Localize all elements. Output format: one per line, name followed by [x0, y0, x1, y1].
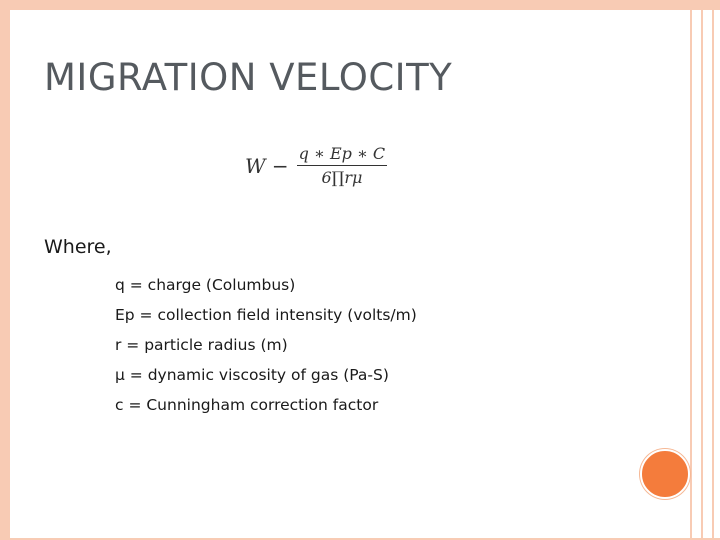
- decorative-circle: [640, 449, 690, 499]
- right-border-line-3: [712, 0, 714, 540]
- where-label: Where,: [44, 236, 112, 258]
- definition-item: r = particle radius (m): [115, 336, 288, 354]
- formula-fraction: [297, 144, 388, 187]
- right-border-line-1: [690, 0, 692, 540]
- definition-item: c = Cunningham correction factor: [115, 396, 379, 414]
- slide-title: MIGRATION VELOCITY: [44, 56, 453, 99]
- formula-lhs: W −: [245, 153, 289, 178]
- migration-velocity-formula: [245, 144, 387, 187]
- definition-item: μ = dynamic viscosity of gas (Pa-S): [115, 366, 389, 384]
- formula-numerator: q ∗ Ep ∗ C: [298, 144, 386, 163]
- right-border-line-2: [701, 0, 703, 540]
- formula-denominator: 6∏rμ: [321, 168, 363, 187]
- definition-item: q = charge (Columbus): [115, 276, 296, 294]
- definitions-list: [115, 270, 417, 420]
- definition-item: Ep = collection field intensity (volts/m): [115, 306, 417, 324]
- slide-border-top: [0, 0, 720, 10]
- slide-border-left: [0, 0, 10, 540]
